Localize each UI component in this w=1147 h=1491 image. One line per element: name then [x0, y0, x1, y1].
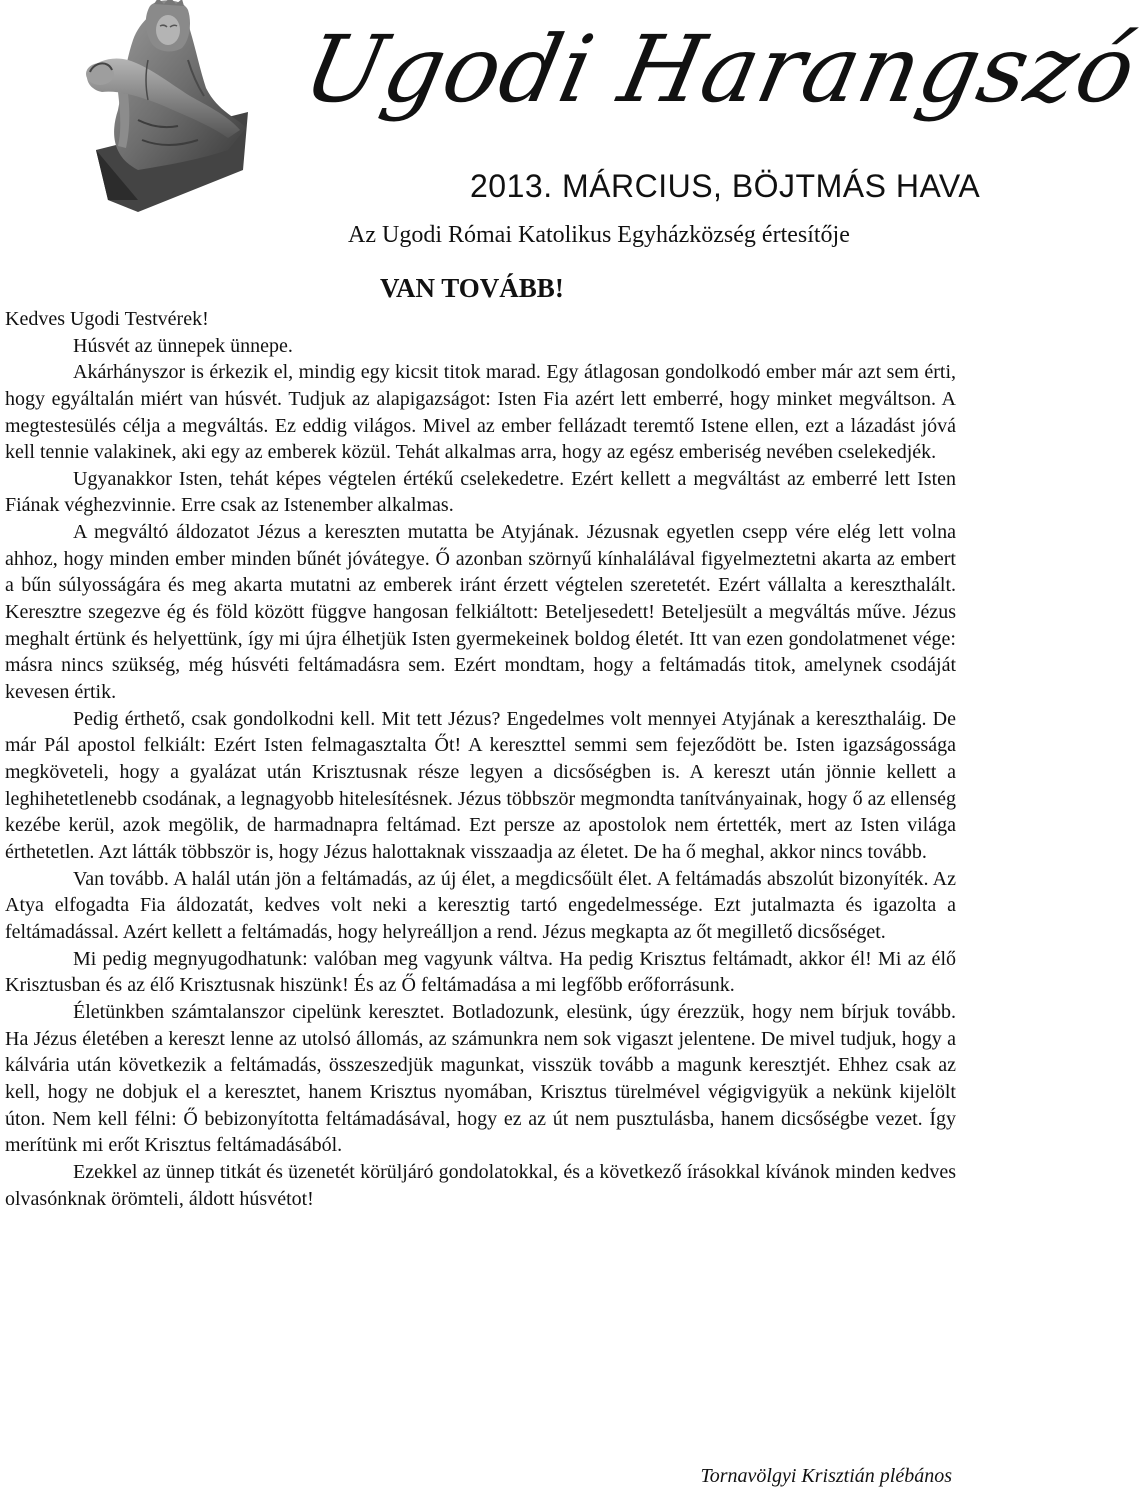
article-greeting: Kedves Ugodi Testvérek! — [5, 308, 209, 330]
article-paragraph: Pedig érthető, csak gondolkodni kell. Mit tett Jézus? Engedelmes volt mennyei Atyjának a kereszthaláig. De már Pál apostol felkiált: Ezért Isten felmagasztalta Őt! A kereszttel semmi sem fejeződött be. Isten igazságossága megköveteli, hogy a gyalázat után Krisztusnak része legyen a dicsőségben is. A kereszt után jönnie kellett a leghihetetlenebb csodának, a legnagyobb hitelesítésnek. Jézus többször megmondta tanítványainak, hogy ő az ellenség kezébe kerül, azok megölik, de harmadnapra feltámad. Ezt persze az apostolok nem értették, mert az Isten világa érthetetlen. Azt látták többször is, hogy Jézus halottaknak visszaadja az életet. De ha ő meghal, akkor nincs tovább. — [5, 707, 956, 863]
article-headline: VAN TOVÁBB! — [380, 273, 564, 303]
pieta-statue-image — [78, 0, 250, 212]
article-paragraph: Akárhányszor is érkezik el, mindig egy kicsit titok marad. Egy átlagosan gondolkodó ember már azt sem érti, hogy egyáltalán miért van húsvét. Tudjuk az alapigazságot: Isten Fia azért lett emberré, hogy minket megváltson. A megtestesülés célja a megváltás. Ez eddig világos. Mivel az ember fellázadt teremtő Istene ellen, ezt a lázadást jóvá kell tennie valakinek, aki egy az emberek közül. Tehát alkalmas arra, hogy az egész emberiség nevében cselekedjék. — [5, 361, 956, 464]
article-lead: Húsvét az ünnepek ünnepe. — [73, 334, 293, 357]
article-paragraph: Ezekkel az ünnep titkát és üzenetét körüljáró gondolatokkal, és a következő írásokkal kívánok minden kedves olvasónknak örömteli, áldott húsvétot! — [5, 1160, 956, 1210]
article-paragraph: A megváltó áldozatot Jézus a kereszten mutatta be Atyjának. Jézusnak egyetlen csepp vére elég lett volna ahhoz, hogy minden ember minden bűnét jóvátegye. Ő azonban szörnyű kínhalálával figyelmeztetni akarta az embert a bűn súlyosságára és meg akarta mutatni az emberek iránt érzett végtelen szeretetét. Ezért vállalta a kereszthalált. Keresztre szegezve ég és föld között függve hangosan felkiáltott: Beteljesedett! Beteljesült a megváltás műve. Jézus meghalt értünk és helyettünk, így mi újra élhetjük Isten gyermekeinek boldog életét. Itt van ezen gondolatmenet vége: másra nincs szükség, még húsvéti feltámadásra sem. Ezért mondtam, hogy a feltámadás titok, amelynek csodáját kevesen értik. — [5, 521, 956, 704]
publication-subtitle: Az Ugodi Római Katolikus Egyházközség értesítője — [348, 222, 850, 248]
article-paragraph: Van tovább. A halál után jön a feltámadás, az új élet, a megdicsőült élet. A feltámadás abszolút bizonyíték. Az Atya elfogadta Fia áldozatát, kedves volt neki a keresztig tartó engedelmessége. Ezt jutalmazta és igazolta a feltámadással. Azért kellett a feltámadás, hogy helyreálljon a rend. Jézus megkapta az őt megillető dicsőséget. — [5, 867, 956, 943]
author-signature: Tornavölgyi Krisztián plébános — [700, 1465, 952, 1487]
article-paragraph: Mi pedig megnyugodhatunk: valóban meg vagyunk váltva. Ha pedig Krisztus feltámadt, akkor él! Mi az élő Krisztusban és az élő Krisztusnak hiszünk! És az Ő feltámadása a mi legfőbb erőforrásunk. — [5, 947, 956, 997]
article-paragraph: Ugyanakkor Isten, tehát képes végtelen értékű cselekedetre. Ezért kellett a megváltást az emberré lett Isten Fiának véghezvinnie. Erre csak az Istenember alkalmas. — [5, 467, 956, 517]
masthead-title: Ugodi Harangszó — [295, 16, 1146, 123]
article-paragraph: Életünkben számtalanszor cipelünk keresztet. Botladozunk, elesünk, úgy érezzük, hogy nem bírjuk tovább. Ha Jézus életében a kereszt lenne az utolsó állomás, az számunkra nem sok vigaszt jelentene. De mivel tudjuk, hogy a kálvária után következik a feltámadás, összeszedjük magunkat, visszük tovább a magunk keresztjét. Ehhez csak az kell, hogy ne dobjuk el a keresztet, hanem Krisztus nyomában, Krisztus türelmével végigvigyük a nekünk kijelölt úton. Nem kell félni: Ő bebizonyította feltámadásával, hogy ez az út nem pusztulásba, hanem dicsőségbe vezet. Így merítünk mi erőt Krisztus feltámadásából. — [5, 1000, 956, 1157]
issue-date: 2013. MÁRCIUS, BÖJTMÁS HAVA — [470, 168, 981, 204]
article-body — [5, 306, 956, 1212]
